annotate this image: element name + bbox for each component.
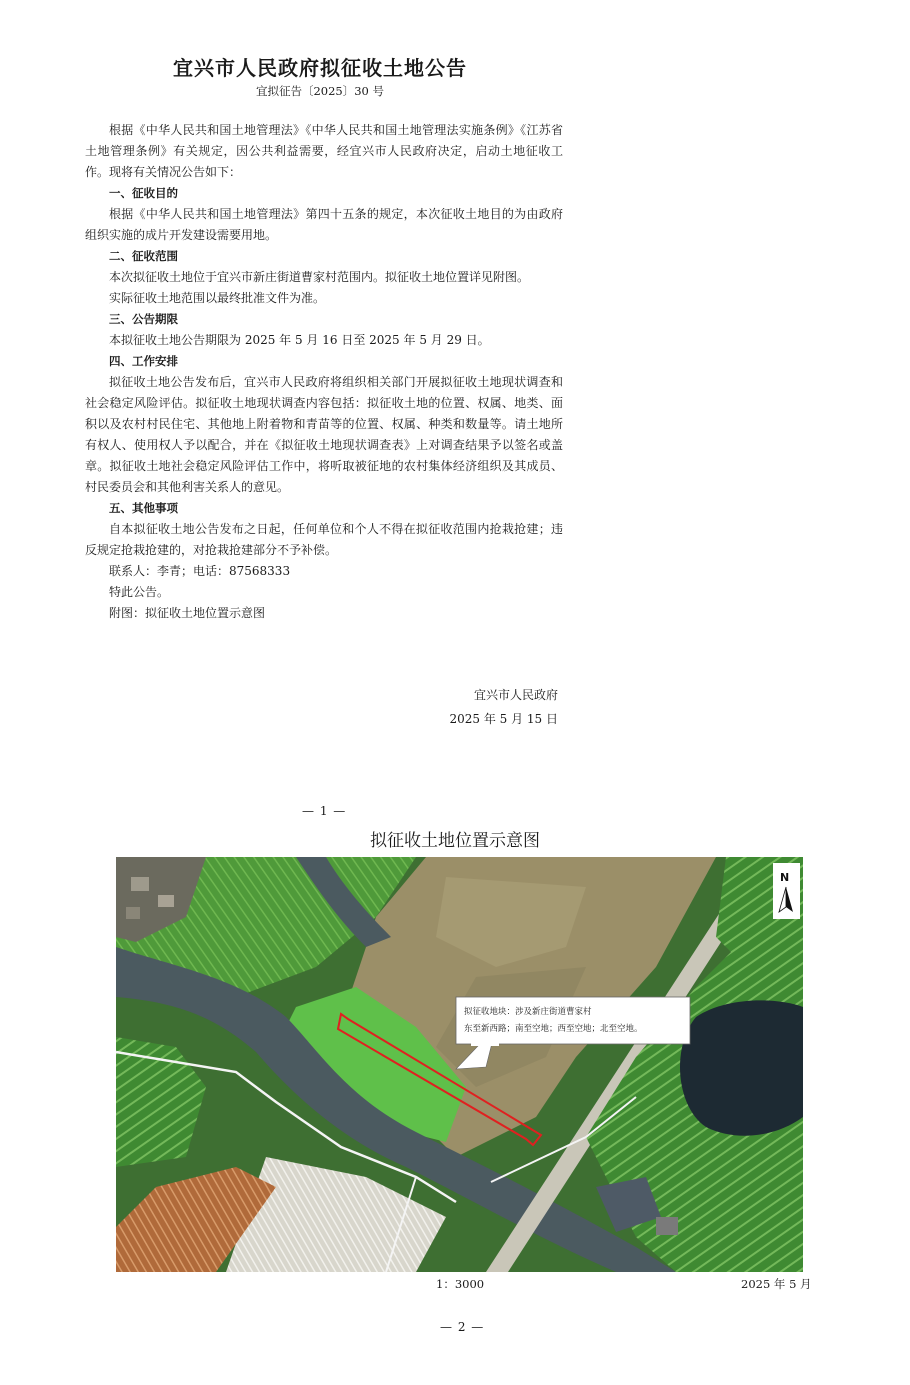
north-label: N xyxy=(780,871,790,884)
notice-title: 宜兴市人民政府拟征收土地公告 xyxy=(173,56,467,80)
page-number-2: — 2 — xyxy=(440,1320,485,1334)
section-1-text: 根据《中华人民共和国土地管理法》第四十五条的规定，本次征收土地目的为由政府组织实施的成片开发建设需要用地。 xyxy=(85,207,563,242)
section-5-text: 自本拟征收土地公告发布之日起，任何单位和个人不得在拟征收范围内抢栽抢建；违反规定抢栽抢建的，对抢栽抢建部分不予补偿。 xyxy=(85,522,563,557)
callout-box xyxy=(456,997,690,1044)
page-number-1: — 1 — xyxy=(302,804,347,818)
notice-body xyxy=(85,120,563,624)
signature-date: 2025 年 5 月 15 日 xyxy=(449,712,558,726)
section-5-heading: 五、其他事项 xyxy=(109,501,178,515)
map-scale: 1：3000 xyxy=(436,1277,485,1291)
section-4-heading: 四、工作安排 xyxy=(109,354,178,368)
section-4-text: 拟征收土地公告发布后，宜兴市人民政府将组织相关部门开展拟征收土地现状调查和社会稳定风险评估。拟征收土地现状调查内容包括：拟征收土地的位置、权属、地类、面积以及农村村民住宅、其他地上附着物和青苗等的位置、权属、种类和数量等。请土地所有权人、使用权人予以配合，并在《拟征收土地现状调查表》上对调查结果予以签名或盖章。拟征收土地社会稳定风险评估工作中，将听取被征地的农村集体经济组织及其成员、村民委员会和其他利害关系人的意见。 xyxy=(85,375,563,494)
section-2-heading: 二、征收范围 xyxy=(109,249,178,263)
satellite-map xyxy=(116,857,803,1272)
callout-line-2: 东至新西路；南至空地；西至空地；北至空地。 xyxy=(464,1024,643,1034)
map-date: 2025 年 5 月 xyxy=(741,1277,812,1291)
contact-line: 联系人：李青；电话：87568333 xyxy=(109,564,291,578)
section-3-heading: 三、公告期限 xyxy=(109,312,178,326)
section-3-text: 本拟征收土地公告期限为 2025 年 5 月 16 日至 2025 年 5 月 29 日。 xyxy=(109,333,490,347)
intro-paragraph: 根据《中华人民共和国土地管理法》《中华人民共和国土地管理法实施条例》《江苏省土地管理条例》有关规定，因公共利益需要，经宜兴市人民政府决定，启动土地征收工作。现将有关情况公告如下： xyxy=(85,123,563,179)
callout-line-1: 拟征收地块：涉及新庄街道曹家村 xyxy=(464,1007,592,1017)
signature-org: 宜兴市人民政府 xyxy=(473,688,558,702)
section-1-heading: 一、征收目的 xyxy=(109,186,178,200)
north-arrow-icon xyxy=(773,863,800,919)
fish-pond xyxy=(680,1000,803,1135)
closing-line: 特此公告。 xyxy=(109,585,170,599)
map-title: 拟征收土地位置示意图 xyxy=(370,831,540,851)
attachment-line: 附图：拟征收土地位置示意图 xyxy=(109,606,266,620)
document-number: 宜拟征告〔2025〕30 号 xyxy=(255,84,385,98)
section-2-text-2: 实际征收土地范围以最终批准文件为准。 xyxy=(109,291,326,305)
section-2-text-1: 本次拟征收土地位于宜兴市新庄街道曹家村范围内。拟征收土地位置详见附图。 xyxy=(109,270,530,284)
